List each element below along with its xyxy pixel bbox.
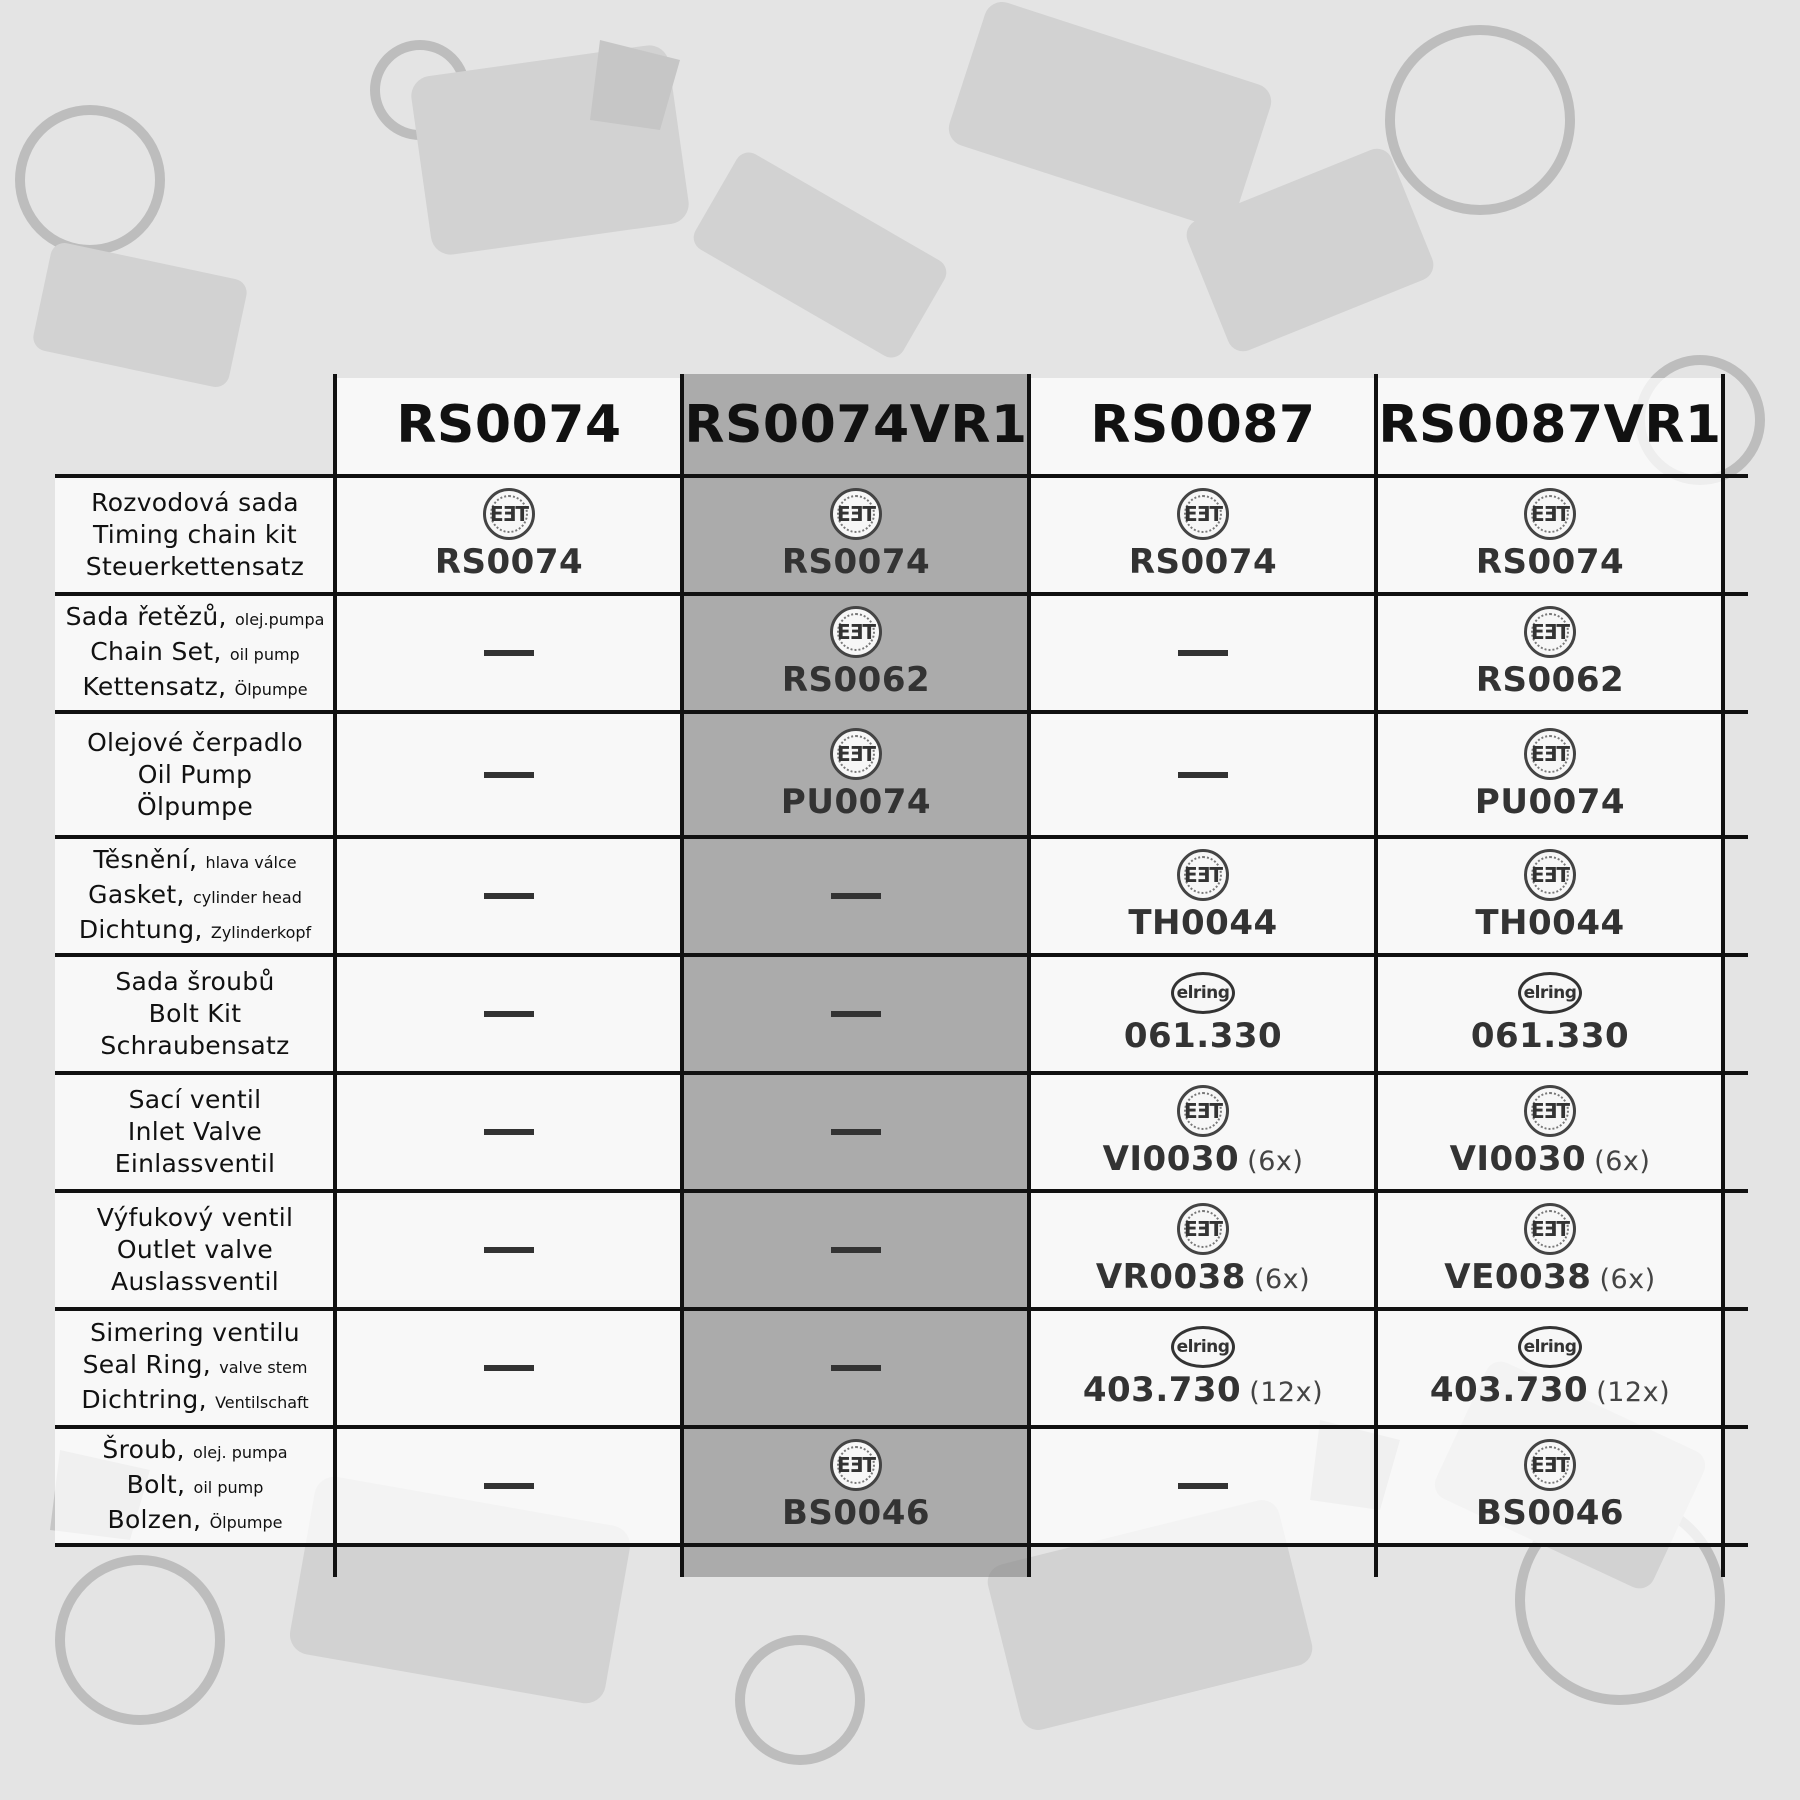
row-label-text: Inlet Valve	[127, 1117, 263, 1146]
row-label-line	[66, 601, 325, 636]
row-label-text: Těsnění,	[93, 844, 198, 874]
row-label-subtext: oil pump	[193, 1477, 264, 1497]
table-cell	[1031, 957, 1375, 1071]
row-label-line	[102, 1434, 287, 1469]
part-number	[1476, 542, 1624, 582]
row-label-subtext: Zylinderkopf	[210, 922, 312, 942]
table-cell	[337, 596, 681, 710]
logo-mark: elring	[1176, 1337, 1230, 1357]
table-cell	[1031, 1429, 1375, 1543]
logo-mark: EƎT	[1531, 1099, 1569, 1123]
quantity: (12x)	[1596, 1377, 1671, 1408]
part-number	[1450, 1139, 1651, 1179]
table-cell	[337, 714, 681, 835]
logo-mark: EƎT	[837, 741, 875, 766]
part-code-text: RS0074	[781, 542, 931, 582]
table-cell	[1031, 1075, 1375, 1189]
row-label-text: Sada řetězů,	[65, 601, 227, 631]
part-number	[781, 782, 931, 822]
table-cell	[1378, 957, 1722, 1071]
part-number	[1475, 903, 1624, 943]
part-number	[1083, 1370, 1323, 1410]
quantity: (6x)	[1247, 1146, 1304, 1177]
row-label-line	[128, 1116, 262, 1148]
row-label	[55, 714, 335, 835]
et-logo-icon	[483, 488, 535, 540]
part-number	[1476, 1493, 1624, 1533]
table-cell	[1031, 478, 1375, 592]
row-label-text: Chain Set,	[90, 636, 222, 666]
table-cell	[337, 1311, 681, 1425]
row-label-line	[87, 727, 303, 759]
part-code-text: VR0038	[1095, 1257, 1246, 1297]
logo-mark: EƎT	[1531, 1453, 1569, 1477]
part-code-text: BS0046	[781, 1493, 931, 1533]
row-label-subtext: oil pump	[229, 644, 300, 664]
et-logo-icon	[830, 1439, 882, 1491]
row-label-subtext: Ventilschaft	[215, 1393, 309, 1412]
part-code-text: 403.730	[1429, 1370, 1589, 1410]
table-cell	[684, 714, 1028, 835]
row-label-subtext: Ölpumpe	[209, 1512, 283, 1532]
row-label-text: Timing chain kit	[92, 520, 298, 549]
part-code-text: RS0074	[434, 542, 584, 582]
part-code-text: PU0074	[780, 781, 932, 822]
row-label-text: Seal Ring,	[82, 1350, 212, 1379]
row-label-line	[149, 998, 242, 1030]
column-header: RS0087	[1090, 395, 1316, 455]
row-label	[55, 1429, 335, 1543]
quantity: (6x)	[1253, 1264, 1311, 1295]
row-label-line	[100, 1030, 289, 1062]
table-cell	[337, 478, 681, 592]
logo-mark: elring	[1176, 983, 1230, 1003]
dash-not-included	[831, 893, 881, 899]
table-cell	[1378, 1193, 1722, 1307]
row-label-text: Olejové čerpadlo	[87, 727, 303, 757]
part-code-text: VE0038	[1444, 1257, 1592, 1297]
table-cell	[1378, 1429, 1722, 1543]
part-code-text: TH0044	[1128, 903, 1278, 943]
dash-not-included	[484, 1365, 534, 1371]
table-cell	[684, 1311, 1028, 1425]
part-code-text: RS0062	[781, 660, 931, 700]
part-number	[1129, 542, 1277, 582]
elring-logo-icon	[1171, 1326, 1235, 1368]
row-label-text: Dichtung,	[78, 914, 203, 944]
row-label-line	[129, 1084, 262, 1116]
part-code-text: RS0074	[1475, 542, 1625, 582]
row-label-line	[82, 671, 307, 706]
logo-mark: EƎT	[1184, 863, 1222, 887]
row-label-line	[127, 1469, 264, 1504]
elring-logo-icon	[1171, 972, 1235, 1014]
table-cell	[1031, 1193, 1375, 1307]
dash-not-included	[484, 650, 534, 656]
dash-not-included	[484, 772, 534, 778]
part-code-text: 403.730	[1082, 1370, 1242, 1410]
dash-not-included	[484, 1247, 534, 1253]
part-code-text: VI0030	[1449, 1139, 1587, 1179]
row-label	[55, 957, 335, 1071]
et-logo-icon	[1177, 1203, 1229, 1255]
part-number	[782, 1493, 930, 1533]
row-label-line	[90, 636, 299, 671]
row-label-text: Sada šroubů	[115, 967, 275, 996]
row-label-line	[117, 1234, 273, 1266]
et-logo-icon	[1177, 849, 1229, 901]
row-label-line	[88, 879, 302, 914]
table-cell	[1378, 839, 1722, 953]
et-logo-icon	[1524, 488, 1576, 540]
column-header: RS0087VR1	[1378, 395, 1722, 455]
part-number	[782, 660, 930, 700]
logo-mark: EƎT	[1531, 620, 1569, 644]
row-label-text: Ölpumpe	[136, 791, 254, 821]
logo-mark: EƎT	[1531, 741, 1569, 766]
table-cell	[1378, 478, 1722, 592]
et-logo-icon	[1524, 849, 1576, 901]
part-code-text: RS0062	[1475, 660, 1625, 700]
part-code-text: RS0074	[1128, 542, 1278, 582]
row-label-subtext: valve stem	[219, 1358, 308, 1377]
table-cell	[684, 1193, 1028, 1307]
table-cell	[684, 957, 1028, 1071]
dash-not-included	[1178, 772, 1228, 778]
table-cell	[1031, 839, 1375, 953]
row-label-line	[138, 759, 253, 791]
row-label-text: Oil Pump	[137, 759, 253, 789]
et-logo-icon	[1524, 1439, 1576, 1491]
row-label	[55, 1193, 335, 1307]
row-label-subtext: hlava válce	[205, 852, 297, 872]
table-cell	[684, 596, 1028, 710]
dash-not-included	[831, 1129, 881, 1135]
table-cell	[1378, 714, 1722, 835]
row-label-subtext: olej.pumpa	[234, 609, 325, 629]
column-header: RS0074VR1	[684, 395, 1028, 455]
table-cell	[1378, 1075, 1722, 1189]
part-number	[1475, 782, 1625, 822]
part-code-text: PU0074	[1474, 781, 1626, 822]
et-logo-icon	[1524, 1203, 1576, 1255]
row-label-line	[108, 1504, 283, 1539]
grid-line	[55, 1543, 1748, 1547]
row-label-subtext: Ölpumpe	[234, 679, 308, 699]
row-label	[55, 478, 335, 592]
table-cell	[1378, 596, 1722, 710]
row-label-text: Bolt,	[126, 1469, 186, 1499]
part-number	[435, 542, 583, 582]
row-label-line	[137, 791, 253, 823]
row-label-text: Bolzen,	[107, 1504, 202, 1534]
quantity: (6x)	[1594, 1146, 1651, 1177]
et-logo-icon	[830, 728, 882, 780]
row-label-text: Simering ventilu	[90, 1318, 300, 1347]
elring-logo-icon	[1518, 1326, 1582, 1368]
row-label-line	[115, 966, 274, 998]
table-cell	[1031, 714, 1375, 835]
row-label-subtext: olej. pumpa	[193, 1442, 288, 1462]
row-label-text: Gasket,	[88, 879, 185, 909]
et-logo-icon	[830, 606, 882, 658]
row-label-line	[86, 551, 304, 583]
table-cell	[684, 839, 1028, 953]
logo-mark: EƎT	[1184, 1217, 1222, 1241]
table-cell	[337, 1075, 681, 1189]
elring-logo-icon	[1518, 972, 1582, 1014]
table-cell	[337, 1193, 681, 1307]
row-label-text: Sací ventil	[128, 1085, 262, 1114]
row-label-text: Rozvodová sada	[91, 488, 299, 517]
part-number	[1128, 903, 1277, 943]
dash-not-included	[831, 1011, 881, 1017]
dash-not-included	[1178, 1483, 1228, 1489]
row-label-line	[115, 1148, 276, 1180]
et-logo-icon	[1524, 1085, 1576, 1137]
et-logo-icon	[1177, 488, 1229, 540]
table-cell	[337, 839, 681, 953]
logo-mark: EƎT	[1531, 502, 1569, 526]
part-number	[782, 542, 930, 582]
dash-not-included	[484, 893, 534, 899]
row-label-line	[81, 1384, 308, 1419]
table-cell	[684, 1429, 1028, 1543]
logo-mark: EƎT	[1531, 1217, 1569, 1241]
row-label-line	[83, 1349, 308, 1384]
row-label-line	[111, 1266, 279, 1298]
row-label-text: Bolt Kit	[148, 999, 242, 1028]
row-label-line	[93, 844, 296, 879]
row-label	[55, 1311, 335, 1425]
row-label-text: Outlet valve	[116, 1235, 274, 1264]
row-label-text: Šroub,	[102, 1434, 185, 1464]
logo-mark: EƎT	[490, 502, 528, 526]
dash-not-included	[831, 1365, 881, 1371]
dash-not-included	[831, 1247, 881, 1253]
et-logo-icon	[1177, 1085, 1229, 1137]
et-logo-icon	[1524, 606, 1576, 658]
table-cell	[1378, 1311, 1722, 1425]
part-code-text: 061.330	[1470, 1016, 1630, 1056]
table-cell	[684, 478, 1028, 592]
logo-mark: elring	[1523, 983, 1577, 1003]
part-code-text: VI0030	[1102, 1139, 1240, 1179]
table-cell	[337, 1429, 681, 1543]
dash-not-included	[484, 1483, 534, 1489]
part-number	[1096, 1257, 1310, 1297]
dash-not-included	[484, 1129, 534, 1135]
row-label-text: Výfukový ventil	[96, 1203, 294, 1232]
dash-not-included	[484, 1011, 534, 1017]
row-label-line	[93, 519, 297, 551]
row-label-line	[90, 1317, 300, 1349]
et-logo-icon	[830, 488, 882, 540]
logo-mark: EƎT	[1531, 863, 1569, 887]
logo-mark: EƎT	[837, 502, 875, 526]
logo-mark: EƎT	[837, 1453, 875, 1477]
logo-mark: EƎT	[1184, 502, 1222, 526]
part-code-text: TH0044	[1475, 903, 1625, 943]
part-code-text: 061.330	[1123, 1016, 1283, 1056]
et-logo-icon	[1524, 728, 1576, 780]
part-number	[1476, 660, 1624, 700]
row-label-text: Steuerkettensatz	[85, 552, 305, 581]
row-label-text: Schraubensatz	[100, 1031, 290, 1060]
row-label-text: Auslassventil	[111, 1267, 279, 1296]
part-code-text: BS0046	[1475, 1493, 1625, 1533]
quantity: (6x)	[1599, 1264, 1656, 1295]
table-cell	[1031, 596, 1375, 710]
row-label-text: Einlassventil	[114, 1149, 276, 1178]
row-label	[55, 596, 335, 710]
part-number	[1471, 1016, 1629, 1056]
column-header: RS0074	[396, 395, 622, 455]
logo-mark: elring	[1523, 1337, 1577, 1357]
part-number	[1124, 1016, 1282, 1056]
logo-mark: EƎT	[1184, 1099, 1222, 1123]
row-label-line	[91, 487, 299, 519]
part-number	[1103, 1139, 1304, 1179]
quantity: (12x)	[1249, 1377, 1324, 1408]
part-number	[1430, 1370, 1670, 1410]
row-label	[55, 839, 335, 953]
table-cell	[684, 1075, 1028, 1189]
row-label-subtext: cylinder head	[192, 887, 302, 907]
row-label-line	[97, 1202, 294, 1234]
table-cell	[337, 957, 681, 1071]
row-label	[55, 1075, 335, 1189]
row-label-text: Kettensatz,	[82, 671, 227, 701]
dash-not-included	[1178, 650, 1228, 656]
logo-mark: EƎT	[837, 620, 875, 644]
row-label-line	[79, 914, 311, 949]
row-label-text: Dichtring,	[81, 1385, 207, 1414]
part-number	[1444, 1257, 1655, 1297]
table-cell	[1031, 1311, 1375, 1425]
